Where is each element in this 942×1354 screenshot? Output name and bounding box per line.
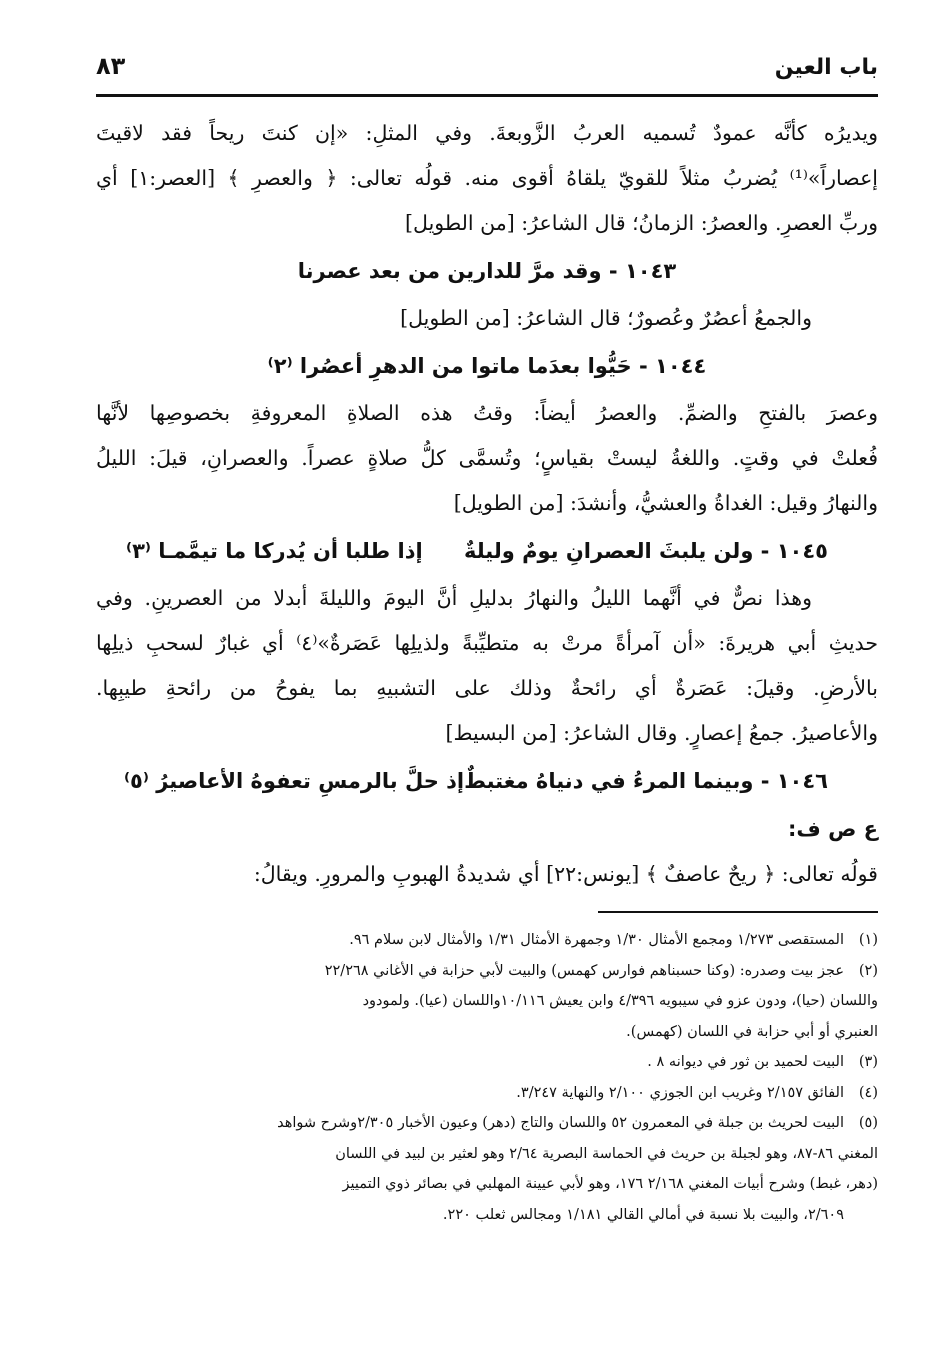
page (96, 52, 878, 1230)
footnotes (96, 925, 878, 1230)
footnote-text: البيت لحميد بن ثور في ديوانه ٨ . (647, 1054, 844, 1070)
text-line: إعصاراً»⁽¹⁾ يُضربُ مثلاً للقويّ يلقاهُ أقوى منه. قولُه تعالى: ﴿ والعصرِ ﴾ [العصر:١] أي (96, 166, 878, 190)
footnote-number: (٢) (858, 962, 878, 979)
footnote-text: الفائق ٢/١٥٧ وغريب ابن الجوزي ٢/١٠٠ والنهاية ٣/٢٤٧. (516, 1084, 844, 1101)
text-line: حديثِ أبي هريرةَ: «أن آمرأةً مرتْ به متطيِّبةً ولذيلِها عَصَرةٌ»⁽٤⁾ أي غبارٌ لسحبِ ذيلِها (96, 631, 878, 655)
main-text (96, 111, 878, 897)
verse-1045-first-hemistich: ١٠٤٥ - ولن يلبثَ العصرانِ يومٌ وليلةٌ (463, 539, 828, 563)
footnote-4 (96, 1078, 878, 1109)
footnote-divider (598, 911, 878, 913)
footnote-2-continued: العنبري أو أبي حزابة في اللسان (كهمس). (626, 1023, 878, 1040)
verse-1045 (96, 526, 878, 576)
footnote-5-continued: (دهر، غبط) وشرح أبيات المغني ٢/١٦٨ ١٧٦، وهو لأبي عيينة المهلبي في بصائر ذوي التمييز (342, 1176, 878, 1192)
chapter-title: باب العين (774, 55, 878, 80)
footnote-number: (٥) (858, 1115, 878, 1131)
verse-1045-second-hemistich: إذا طلبا أن يُدركا ما تيمَّمـا ⁽٣⁾ (126, 539, 423, 563)
text-line: وعصرَ بالفتحِ والضمِّ. والعصرُ أيضاً: وقتُ هذه الصلاةِ المعروفةِ بخصوصِها لأنَّها (96, 401, 878, 425)
text-line: قولُه تعالى: ﴿ ريحٌ عاصفٌ ﴾ [يونس:٢٢] أي شديدةُ الهبوبِ والمرورِ. ويقالُ: (253, 862, 878, 886)
text-line: وهذا نصٌّ في أنَّهما الليلُ والنهارُ بدليلِ أنَّ اليومَ والليلةَ أبدلا من العصرينِ. وفي (96, 586, 812, 610)
footnote-number: (٣) (858, 1054, 878, 1070)
verse-1044: ١٠٤٤ - حَيُّوا بعدَما ماتوا من الدهرِ أعصُرا ⁽٢⁾ (267, 354, 707, 378)
footnote-5-continued: ٢/٦٠٩، والبيت بلا نسبة في أمالي القالي ١/١٨١ ومجالس ثعلب ٢٢٠. (442, 1206, 844, 1223)
footnote-number: (١) (858, 932, 878, 948)
verse-1046-first-hemistich: ١٠٤٦ - وبينما المرءُ في دنياهُ مغتبطٌ (464, 769, 828, 793)
footnote-text: عجز بيت وصدره: (وكنا حسبناهم فوارس كهمس) والبيت لأبي حزابة في الأغاني ٢٢/٢٦٨ (324, 962, 844, 979)
footnote-text: البيت لحريث بن جبلة في المعمرون ٥٢ واللسان والتاج (دهر) وعيون الأخبار ٢/٣٠٥وشرح شواهد (277, 1115, 844, 1131)
page-header (96, 52, 878, 97)
text-line: فُعلتْ في وقتٍ. واللغةُ ليستْ بقياسٍ؛ وتُسمَّى كلُّ صلاةٍ عصراً. والعصرانِ، قيلَ: الليلُ (96, 446, 878, 470)
footnote-divider-wrap (96, 897, 878, 925)
root-heading: ع ص ف: (787, 817, 878, 841)
footnote-5-continued: المغني ٨٦-٨٧، وهو لجبلة بن حريث في الحماسة البصرية ٢/٦٤ وهو لعثير بن لبيد في اللسان (335, 1145, 878, 1162)
verse-1046-second-hemistich: إذ حلَّ بالرمسِ تعفوهُ الأعاصيرُ ⁽٥⁾ (123, 769, 465, 793)
text-line: بالأرضِ. وقيلَ: عَصَرةٌ أي رائحةٌ وذلك على التشبيهِ بما يفوحُ من رائحةِ طيبِها. (96, 676, 878, 700)
text-line: والأعاصيرُ. جمعُ إعصارٍ. وقال الشاعرُ: [من البسيط] (445, 721, 878, 745)
text-line: وربِّ العصرِ. والعصرُ: الزمانُ؛ قال الشاعرُ: [من الطويل] (405, 211, 878, 235)
footnote-1 (96, 925, 878, 956)
text-line: والجمعُ أعصُرٌ وعُصورٌ؛ قال الشاعرُ: [من الطويل] (400, 306, 812, 330)
footnote-2 (96, 956, 878, 987)
footnote-5 (96, 1108, 878, 1139)
verse-1043: ١٠٤٣ - وقد مرَّ للدارين من بعد عصرنا (297, 259, 677, 283)
text-line: والنهارُ وقيل: الغداةُ والعشيُّ، وأنشدَ: [من الطويل] (453, 491, 878, 515)
text-line: ويديرُه كأنَّه عمودٌ تُسميه العربُ الزَّوبعةَ. وفي المثلِ: «إن كنتَ ريحاً فقد لاقيتَ (96, 121, 878, 145)
footnote-number: (٤) (858, 1084, 878, 1101)
footnote-text: المستقصى ١/٢٧٣ ومجمع الأمثال ١/٣٠ وجمهرة الأمثال ١/٣١ والأمثال لابن سلام ٩٦. (349, 932, 844, 948)
verse-1046 (96, 756, 878, 806)
page-number: ٨٣ (96, 52, 126, 80)
footnote-3 (96, 1047, 878, 1078)
footnote-2-continued: واللسان (حيا)، ودون عزو في سيبويه ٤/٣٩٦ وابن يعيش ١٠/١١٦واللسان (عيا). ولمودود (362, 993, 878, 1009)
